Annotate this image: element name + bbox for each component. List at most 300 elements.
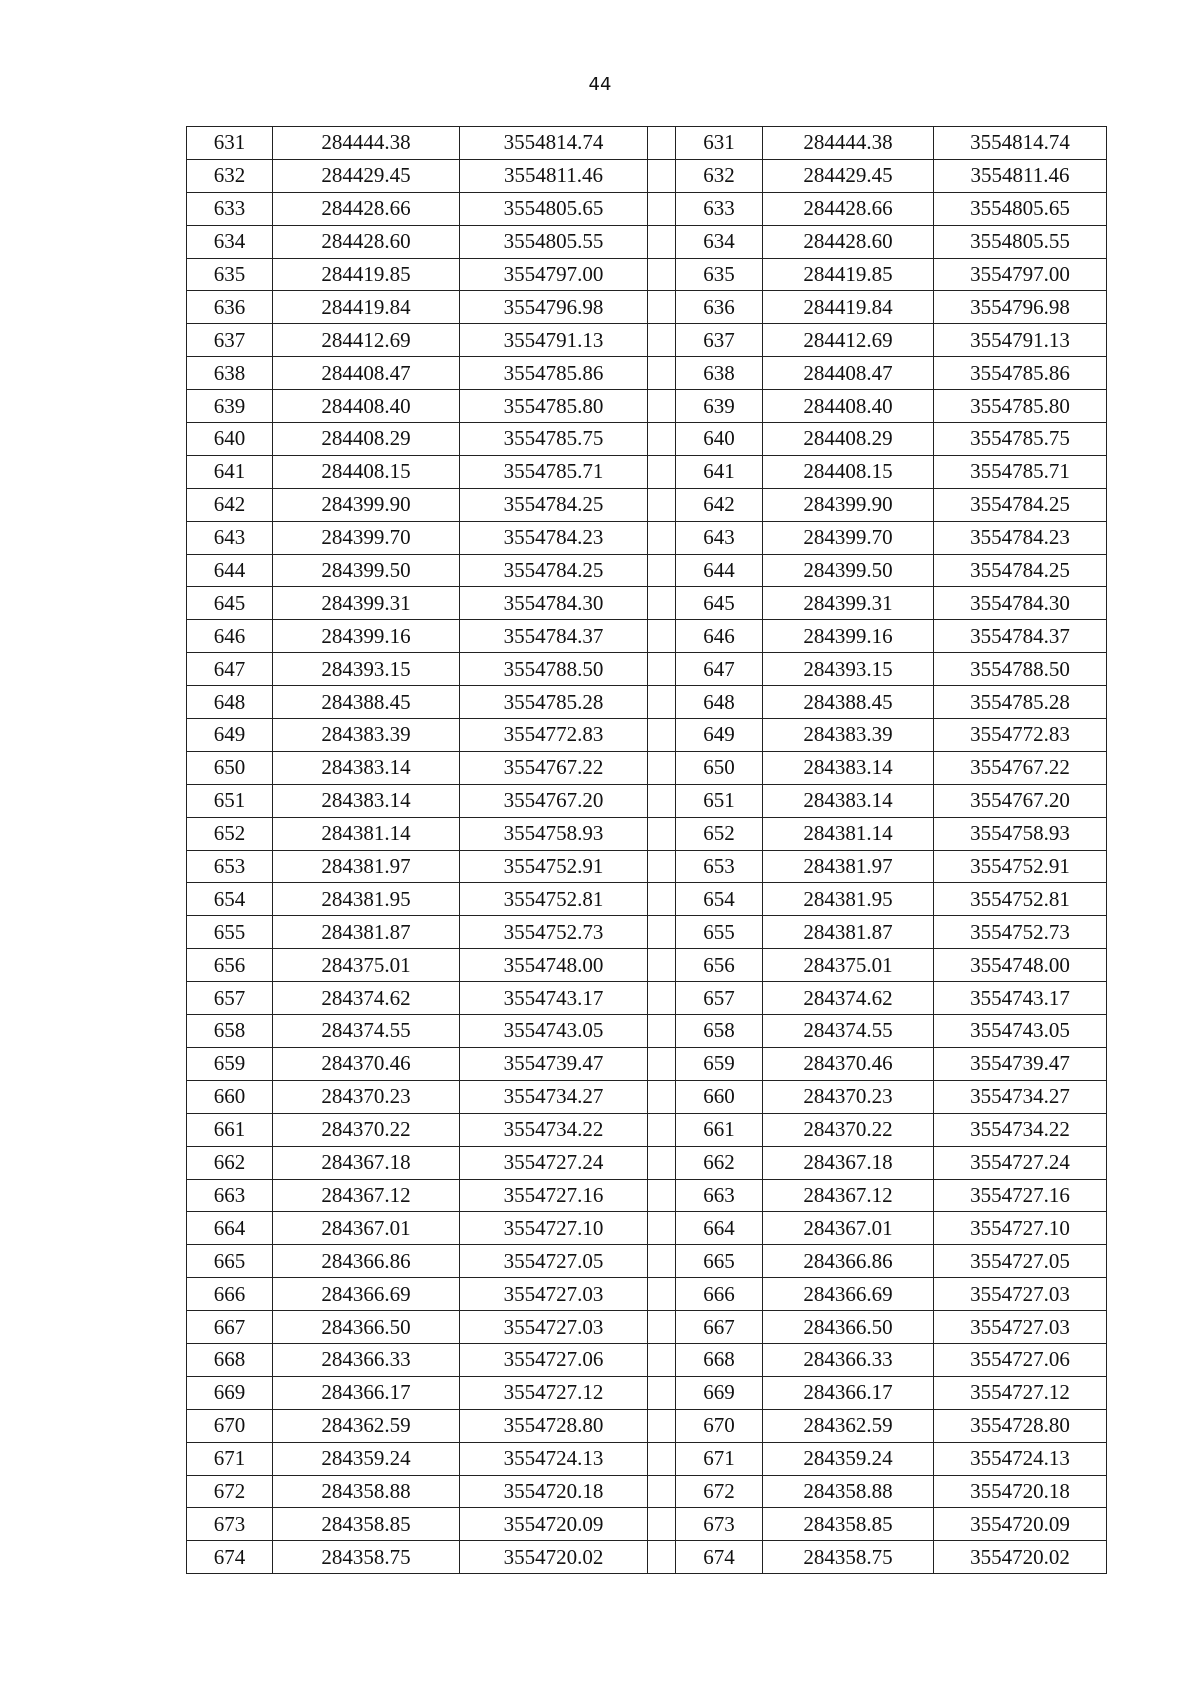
x-coordinate-left-cell: 284419.85 bbox=[273, 258, 460, 291]
separator-cell bbox=[648, 554, 676, 587]
separator-cell bbox=[648, 291, 676, 324]
x-coordinate-left-cell: 284399.50 bbox=[273, 554, 460, 587]
point-number-right-cell: 635 bbox=[676, 258, 763, 291]
y-coordinate-right-cell: 3554752.73 bbox=[934, 916, 1107, 949]
x-coordinate-right-cell: 284399.50 bbox=[763, 554, 934, 587]
point-number-left-cell: 648 bbox=[187, 686, 273, 719]
x-coordinate-left-cell: 284429.45 bbox=[273, 159, 460, 192]
point-number-right-cell: 674 bbox=[676, 1541, 763, 1574]
table-row bbox=[187, 455, 1107, 488]
separator-cell bbox=[648, 1475, 676, 1508]
table-row bbox=[187, 1245, 1107, 1278]
table-row bbox=[187, 554, 1107, 587]
point-number-left-cell: 669 bbox=[187, 1376, 273, 1409]
y-coordinate-left-cell: 3554784.37 bbox=[460, 620, 648, 653]
x-coordinate-right-cell: 284381.14 bbox=[763, 817, 934, 850]
page-number: 44 bbox=[588, 74, 612, 95]
table-row bbox=[187, 620, 1107, 653]
y-coordinate-right-cell: 3554785.71 bbox=[934, 455, 1107, 488]
point-number-left-cell: 643 bbox=[187, 521, 273, 554]
y-coordinate-left-cell: 3554752.81 bbox=[460, 883, 648, 916]
separator-cell bbox=[648, 1113, 676, 1146]
x-coordinate-right-cell: 284375.01 bbox=[763, 949, 934, 982]
point-number-left-cell: 662 bbox=[187, 1146, 273, 1179]
point-number-left-cell: 653 bbox=[187, 850, 273, 883]
point-number-left-cell: 656 bbox=[187, 949, 273, 982]
separator-cell bbox=[648, 1541, 676, 1574]
x-coordinate-left-cell: 284444.38 bbox=[273, 127, 460, 160]
y-coordinate-left-cell: 3554727.24 bbox=[460, 1146, 648, 1179]
point-number-right-cell: 664 bbox=[676, 1212, 763, 1245]
y-coordinate-right-cell: 3554720.09 bbox=[934, 1508, 1107, 1541]
x-coordinate-left-cell: 284399.90 bbox=[273, 488, 460, 521]
x-coordinate-left-cell: 284366.33 bbox=[273, 1343, 460, 1376]
x-coordinate-right-cell: 284412.69 bbox=[763, 324, 934, 357]
x-coordinate-left-cell: 284367.01 bbox=[273, 1212, 460, 1245]
x-coordinate-left-cell: 284428.60 bbox=[273, 225, 460, 258]
y-coordinate-right-cell: 3554727.05 bbox=[934, 1245, 1107, 1278]
y-coordinate-right-cell: 3554727.12 bbox=[934, 1376, 1107, 1409]
separator-cell bbox=[648, 1047, 676, 1080]
table-row bbox=[187, 719, 1107, 752]
point-number-left-cell: 673 bbox=[187, 1508, 273, 1541]
point-number-left-cell: 655 bbox=[187, 916, 273, 949]
x-coordinate-left-cell: 284419.84 bbox=[273, 291, 460, 324]
point-number-left-cell: 661 bbox=[187, 1113, 273, 1146]
point-number-right-cell: 660 bbox=[676, 1080, 763, 1113]
x-coordinate-left-cell: 284366.86 bbox=[273, 1245, 460, 1278]
x-coordinate-right-cell: 284408.15 bbox=[763, 455, 934, 488]
y-coordinate-right-cell: 3554734.27 bbox=[934, 1080, 1107, 1113]
separator-cell bbox=[648, 1508, 676, 1541]
y-coordinate-left-cell: 3554720.09 bbox=[460, 1508, 648, 1541]
separator-cell bbox=[648, 1146, 676, 1179]
x-coordinate-left-cell: 284375.01 bbox=[273, 949, 460, 982]
x-coordinate-left-cell: 284366.17 bbox=[273, 1376, 460, 1409]
y-coordinate-left-cell: 3554743.05 bbox=[460, 1015, 648, 1048]
point-number-left-cell: 657 bbox=[187, 982, 273, 1015]
x-coordinate-left-cell: 284370.22 bbox=[273, 1113, 460, 1146]
x-coordinate-left-cell: 284383.14 bbox=[273, 751, 460, 784]
y-coordinate-left-cell: 3554785.80 bbox=[460, 390, 648, 423]
table-row bbox=[187, 159, 1107, 192]
y-coordinate-left-cell: 3554805.55 bbox=[460, 225, 648, 258]
point-number-left-cell: 671 bbox=[187, 1442, 273, 1475]
point-number-right-cell: 632 bbox=[676, 159, 763, 192]
table-row bbox=[187, 1080, 1107, 1113]
table-row bbox=[187, 916, 1107, 949]
point-number-left-cell: 638 bbox=[187, 357, 273, 390]
x-coordinate-left-cell: 284408.29 bbox=[273, 423, 460, 456]
y-coordinate-right-cell: 3554784.25 bbox=[934, 488, 1107, 521]
y-coordinate-left-cell: 3554791.13 bbox=[460, 324, 648, 357]
table-row bbox=[187, 127, 1107, 160]
point-number-right-cell: 655 bbox=[676, 916, 763, 949]
table-row bbox=[187, 883, 1107, 916]
point-number-right-cell: 646 bbox=[676, 620, 763, 653]
point-number-right-cell: 645 bbox=[676, 587, 763, 620]
separator-cell bbox=[648, 455, 676, 488]
x-coordinate-left-cell: 284381.87 bbox=[273, 916, 460, 949]
y-coordinate-right-cell: 3554727.03 bbox=[934, 1311, 1107, 1344]
table-row bbox=[187, 1475, 1107, 1508]
point-number-right-cell: 653 bbox=[676, 850, 763, 883]
y-coordinate-right-cell: 3554805.65 bbox=[934, 192, 1107, 225]
y-coordinate-right-cell: 3554814.74 bbox=[934, 127, 1107, 160]
separator-cell bbox=[648, 784, 676, 817]
point-number-left-cell: 645 bbox=[187, 587, 273, 620]
separator-cell bbox=[648, 850, 676, 883]
point-number-left-cell: 642 bbox=[187, 488, 273, 521]
x-coordinate-left-cell: 284381.95 bbox=[273, 883, 460, 916]
point-number-right-cell: 648 bbox=[676, 686, 763, 719]
x-coordinate-right-cell: 284429.45 bbox=[763, 159, 934, 192]
point-number-left-cell: 665 bbox=[187, 1245, 273, 1278]
y-coordinate-right-cell: 3554743.17 bbox=[934, 982, 1107, 1015]
x-coordinate-left-cell: 284370.23 bbox=[273, 1080, 460, 1113]
x-coordinate-right-cell: 284399.31 bbox=[763, 587, 934, 620]
x-coordinate-left-cell: 284374.55 bbox=[273, 1015, 460, 1048]
x-coordinate-left-cell: 284370.46 bbox=[273, 1047, 460, 1080]
point-number-right-cell: 647 bbox=[676, 653, 763, 686]
separator-cell bbox=[648, 1442, 676, 1475]
x-coordinate-left-cell: 284381.14 bbox=[273, 817, 460, 850]
separator-cell bbox=[648, 1080, 676, 1113]
table-row bbox=[187, 1179, 1107, 1212]
x-coordinate-right-cell: 284408.40 bbox=[763, 390, 934, 423]
y-coordinate-left-cell: 3554784.25 bbox=[460, 488, 648, 521]
table-row bbox=[187, 1047, 1107, 1080]
point-number-left-cell: 650 bbox=[187, 751, 273, 784]
point-number-right-cell: 663 bbox=[676, 1179, 763, 1212]
y-coordinate-right-cell: 3554784.30 bbox=[934, 587, 1107, 620]
y-coordinate-right-cell: 3554752.81 bbox=[934, 883, 1107, 916]
y-coordinate-right-cell: 3554727.06 bbox=[934, 1343, 1107, 1376]
y-coordinate-left-cell: 3554752.91 bbox=[460, 850, 648, 883]
point-number-left-cell: 649 bbox=[187, 719, 273, 752]
x-coordinate-left-cell: 284366.69 bbox=[273, 1278, 460, 1311]
separator-cell bbox=[648, 620, 676, 653]
x-coordinate-left-cell: 284383.39 bbox=[273, 719, 460, 752]
table-row bbox=[187, 423, 1107, 456]
x-coordinate-right-cell: 284366.33 bbox=[763, 1343, 934, 1376]
y-coordinate-left-cell: 3554720.18 bbox=[460, 1475, 648, 1508]
point-number-left-cell: 647 bbox=[187, 653, 273, 686]
y-coordinate-left-cell: 3554767.20 bbox=[460, 784, 648, 817]
x-coordinate-left-cell: 284399.70 bbox=[273, 521, 460, 554]
point-number-left-cell: 631 bbox=[187, 127, 273, 160]
separator-cell bbox=[648, 423, 676, 456]
point-number-left-cell: 652 bbox=[187, 817, 273, 850]
point-number-left-cell: 672 bbox=[187, 1475, 273, 1508]
x-coordinate-right-cell: 284399.90 bbox=[763, 488, 934, 521]
x-coordinate-left-cell: 284358.75 bbox=[273, 1541, 460, 1574]
y-coordinate-left-cell: 3554752.73 bbox=[460, 916, 648, 949]
point-number-right-cell: 668 bbox=[676, 1343, 763, 1376]
separator-cell bbox=[648, 357, 676, 390]
point-number-right-cell: 640 bbox=[676, 423, 763, 456]
y-coordinate-right-cell: 3554727.10 bbox=[934, 1212, 1107, 1245]
y-coordinate-right-cell: 3554785.86 bbox=[934, 357, 1107, 390]
separator-cell bbox=[648, 1212, 676, 1245]
table-row bbox=[187, 850, 1107, 883]
separator-cell bbox=[648, 686, 676, 719]
x-coordinate-left-cell: 284359.24 bbox=[273, 1442, 460, 1475]
point-number-left-cell: 666 bbox=[187, 1278, 273, 1311]
x-coordinate-right-cell: 284383.14 bbox=[763, 751, 934, 784]
y-coordinate-right-cell: 3554727.16 bbox=[934, 1179, 1107, 1212]
point-number-left-cell: 639 bbox=[187, 390, 273, 423]
table-row bbox=[187, 357, 1107, 390]
table-row bbox=[187, 1409, 1107, 1442]
point-number-right-cell: 638 bbox=[676, 357, 763, 390]
separator-cell bbox=[648, 1376, 676, 1409]
x-coordinate-left-cell: 284381.97 bbox=[273, 850, 460, 883]
x-coordinate-left-cell: 284374.62 bbox=[273, 982, 460, 1015]
y-coordinate-right-cell: 3554720.02 bbox=[934, 1541, 1107, 1574]
y-coordinate-right-cell: 3554720.18 bbox=[934, 1475, 1107, 1508]
y-coordinate-left-cell: 3554743.17 bbox=[460, 982, 648, 1015]
y-coordinate-right-cell: 3554724.13 bbox=[934, 1442, 1107, 1475]
y-coordinate-left-cell: 3554739.47 bbox=[460, 1047, 648, 1080]
separator-cell bbox=[648, 1179, 676, 1212]
y-coordinate-left-cell: 3554758.93 bbox=[460, 817, 648, 850]
separator-cell bbox=[648, 488, 676, 521]
point-number-right-cell: 634 bbox=[676, 225, 763, 258]
point-number-right-cell: 662 bbox=[676, 1146, 763, 1179]
separator-cell bbox=[648, 751, 676, 784]
point-number-left-cell: 644 bbox=[187, 554, 273, 587]
point-number-left-cell: 636 bbox=[187, 291, 273, 324]
point-number-right-cell: 642 bbox=[676, 488, 763, 521]
point-number-left-cell: 660 bbox=[187, 1080, 273, 1113]
table-row bbox=[187, 587, 1107, 620]
table-row bbox=[187, 324, 1107, 357]
separator-cell bbox=[648, 982, 676, 1015]
x-coordinate-left-cell: 284367.18 bbox=[273, 1146, 460, 1179]
y-coordinate-left-cell: 3554785.71 bbox=[460, 455, 648, 488]
x-coordinate-right-cell: 284370.22 bbox=[763, 1113, 934, 1146]
separator-cell bbox=[648, 159, 676, 192]
point-number-right-cell: 637 bbox=[676, 324, 763, 357]
x-coordinate-right-cell: 284388.45 bbox=[763, 686, 934, 719]
y-coordinate-right-cell: 3554752.91 bbox=[934, 850, 1107, 883]
y-coordinate-right-cell: 3554748.00 bbox=[934, 949, 1107, 982]
point-number-left-cell: 658 bbox=[187, 1015, 273, 1048]
separator-cell bbox=[648, 587, 676, 620]
point-number-right-cell: 639 bbox=[676, 390, 763, 423]
y-coordinate-right-cell: 3554797.00 bbox=[934, 258, 1107, 291]
x-coordinate-right-cell: 284359.24 bbox=[763, 1442, 934, 1475]
table-row bbox=[187, 1442, 1107, 1475]
y-coordinate-right-cell: 3554758.93 bbox=[934, 817, 1107, 850]
x-coordinate-right-cell: 284366.86 bbox=[763, 1245, 934, 1278]
table-row bbox=[187, 291, 1107, 324]
x-coordinate-left-cell: 284362.59 bbox=[273, 1409, 460, 1442]
separator-cell bbox=[648, 1015, 676, 1048]
table-row bbox=[187, 949, 1107, 982]
separator-cell bbox=[648, 324, 676, 357]
x-coordinate-left-cell: 284408.47 bbox=[273, 357, 460, 390]
point-number-left-cell: 634 bbox=[187, 225, 273, 258]
point-number-left-cell: 664 bbox=[187, 1212, 273, 1245]
table-row bbox=[187, 1278, 1107, 1311]
point-number-right-cell: 656 bbox=[676, 949, 763, 982]
x-coordinate-right-cell: 284393.15 bbox=[763, 653, 934, 686]
y-coordinate-left-cell: 3554724.13 bbox=[460, 1442, 648, 1475]
x-coordinate-right-cell: 284370.23 bbox=[763, 1080, 934, 1113]
x-coordinate-left-cell: 284383.14 bbox=[273, 784, 460, 817]
x-coordinate-right-cell: 284428.60 bbox=[763, 225, 934, 258]
point-number-right-cell: 649 bbox=[676, 719, 763, 752]
x-coordinate-right-cell: 284428.66 bbox=[763, 192, 934, 225]
separator-cell bbox=[648, 1311, 676, 1344]
x-coordinate-right-cell: 284366.50 bbox=[763, 1311, 934, 1344]
y-coordinate-right-cell: 3554784.25 bbox=[934, 554, 1107, 587]
point-number-left-cell: 641 bbox=[187, 455, 273, 488]
separator-cell bbox=[648, 949, 676, 982]
y-coordinate-left-cell: 3554734.22 bbox=[460, 1113, 648, 1146]
y-coordinate-left-cell: 3554785.75 bbox=[460, 423, 648, 456]
separator-cell bbox=[648, 1343, 676, 1376]
point-number-left-cell: 651 bbox=[187, 784, 273, 817]
y-coordinate-right-cell: 3554743.05 bbox=[934, 1015, 1107, 1048]
y-coordinate-left-cell: 3554727.03 bbox=[460, 1278, 648, 1311]
y-coordinate-left-cell: 3554772.83 bbox=[460, 719, 648, 752]
y-coordinate-left-cell: 3554785.28 bbox=[460, 686, 648, 719]
x-coordinate-left-cell: 284393.15 bbox=[273, 653, 460, 686]
point-number-left-cell: 674 bbox=[187, 1541, 273, 1574]
separator-cell bbox=[648, 883, 676, 916]
separator-cell bbox=[648, 916, 676, 949]
table-row bbox=[187, 784, 1107, 817]
y-coordinate-right-cell: 3554796.98 bbox=[934, 291, 1107, 324]
point-number-left-cell: 659 bbox=[187, 1047, 273, 1080]
point-number-right-cell: 652 bbox=[676, 817, 763, 850]
point-number-left-cell: 633 bbox=[187, 192, 273, 225]
table-row bbox=[187, 1376, 1107, 1409]
y-coordinate-right-cell: 3554772.83 bbox=[934, 719, 1107, 752]
x-coordinate-right-cell: 284419.84 bbox=[763, 291, 934, 324]
separator-cell bbox=[648, 653, 676, 686]
table-row bbox=[187, 1146, 1107, 1179]
point-number-left-cell: 654 bbox=[187, 883, 273, 916]
y-coordinate-left-cell: 3554788.50 bbox=[460, 653, 648, 686]
x-coordinate-right-cell: 284419.85 bbox=[763, 258, 934, 291]
y-coordinate-right-cell: 3554734.22 bbox=[934, 1113, 1107, 1146]
point-number-right-cell: 667 bbox=[676, 1311, 763, 1344]
x-coordinate-right-cell: 284374.55 bbox=[763, 1015, 934, 1048]
point-number-left-cell: 646 bbox=[187, 620, 273, 653]
x-coordinate-right-cell: 284381.87 bbox=[763, 916, 934, 949]
y-coordinate-left-cell: 3554727.16 bbox=[460, 1179, 648, 1212]
table-row bbox=[187, 1212, 1107, 1245]
table-row bbox=[187, 1541, 1107, 1574]
point-number-right-cell: 666 bbox=[676, 1278, 763, 1311]
y-coordinate-left-cell: 3554728.80 bbox=[460, 1409, 648, 1442]
x-coordinate-right-cell: 284408.47 bbox=[763, 357, 934, 390]
x-coordinate-right-cell: 284366.17 bbox=[763, 1376, 934, 1409]
point-number-right-cell: 636 bbox=[676, 291, 763, 324]
y-coordinate-right-cell: 3554784.23 bbox=[934, 521, 1107, 554]
x-coordinate-right-cell: 284367.01 bbox=[763, 1212, 934, 1245]
x-coordinate-right-cell: 284381.97 bbox=[763, 850, 934, 883]
table-row bbox=[187, 751, 1107, 784]
y-coordinate-left-cell: 3554727.05 bbox=[460, 1245, 648, 1278]
y-coordinate-left-cell: 3554784.30 bbox=[460, 587, 648, 620]
separator-cell bbox=[648, 390, 676, 423]
x-coordinate-left-cell: 284358.88 bbox=[273, 1475, 460, 1508]
y-coordinate-left-cell: 3554727.06 bbox=[460, 1343, 648, 1376]
y-coordinate-left-cell: 3554784.23 bbox=[460, 521, 648, 554]
coordinates-table bbox=[186, 126, 1107, 1574]
table-row bbox=[187, 686, 1107, 719]
separator-cell bbox=[648, 1278, 676, 1311]
x-coordinate-left-cell: 284366.50 bbox=[273, 1311, 460, 1344]
table-row bbox=[187, 1508, 1107, 1541]
y-coordinate-right-cell: 3554791.13 bbox=[934, 324, 1107, 357]
separator-cell bbox=[648, 521, 676, 554]
table-row bbox=[187, 1015, 1107, 1048]
x-coordinate-right-cell: 284370.46 bbox=[763, 1047, 934, 1080]
point-number-left-cell: 670 bbox=[187, 1409, 273, 1442]
y-coordinate-left-cell: 3554805.65 bbox=[460, 192, 648, 225]
separator-cell bbox=[648, 225, 676, 258]
separator-cell bbox=[648, 127, 676, 160]
table-row bbox=[187, 225, 1107, 258]
x-coordinate-right-cell: 284358.88 bbox=[763, 1475, 934, 1508]
point-number-right-cell: 633 bbox=[676, 192, 763, 225]
y-coordinate-right-cell: 3554727.24 bbox=[934, 1146, 1107, 1179]
point-number-left-cell: 637 bbox=[187, 324, 273, 357]
y-coordinate-left-cell: 3554797.00 bbox=[460, 258, 648, 291]
x-coordinate-right-cell: 284362.59 bbox=[763, 1409, 934, 1442]
x-coordinate-right-cell: 284383.14 bbox=[763, 784, 934, 817]
x-coordinate-left-cell: 284408.40 bbox=[273, 390, 460, 423]
point-number-right-cell: 643 bbox=[676, 521, 763, 554]
x-coordinate-left-cell: 284399.16 bbox=[273, 620, 460, 653]
x-coordinate-right-cell: 284358.75 bbox=[763, 1541, 934, 1574]
point-number-right-cell: 657 bbox=[676, 982, 763, 1015]
table-row bbox=[187, 192, 1107, 225]
point-number-right-cell: 665 bbox=[676, 1245, 763, 1278]
separator-cell bbox=[648, 1409, 676, 1442]
point-number-right-cell: 669 bbox=[676, 1376, 763, 1409]
y-coordinate-right-cell: 3554805.55 bbox=[934, 225, 1107, 258]
point-number-right-cell: 631 bbox=[676, 127, 763, 160]
y-coordinate-left-cell: 3554784.25 bbox=[460, 554, 648, 587]
x-coordinate-left-cell: 284428.66 bbox=[273, 192, 460, 225]
y-coordinate-left-cell: 3554796.98 bbox=[460, 291, 648, 324]
y-coordinate-left-cell: 3554767.22 bbox=[460, 751, 648, 784]
x-coordinate-left-cell: 284388.45 bbox=[273, 686, 460, 719]
y-coordinate-right-cell: 3554788.50 bbox=[934, 653, 1107, 686]
point-number-left-cell: 640 bbox=[187, 423, 273, 456]
separator-cell bbox=[648, 192, 676, 225]
table-row bbox=[187, 1113, 1107, 1146]
point-number-left-cell: 668 bbox=[187, 1343, 273, 1376]
x-coordinate-right-cell: 284367.12 bbox=[763, 1179, 934, 1212]
x-coordinate-right-cell: 284399.16 bbox=[763, 620, 934, 653]
x-coordinate-right-cell: 284374.62 bbox=[763, 982, 934, 1015]
y-coordinate-right-cell: 3554739.47 bbox=[934, 1047, 1107, 1080]
x-coordinate-right-cell: 284399.70 bbox=[763, 521, 934, 554]
table-row bbox=[187, 1343, 1107, 1376]
point-number-left-cell: 635 bbox=[187, 258, 273, 291]
table-row bbox=[187, 390, 1107, 423]
x-coordinate-left-cell: 284412.69 bbox=[273, 324, 460, 357]
table-row bbox=[187, 653, 1107, 686]
